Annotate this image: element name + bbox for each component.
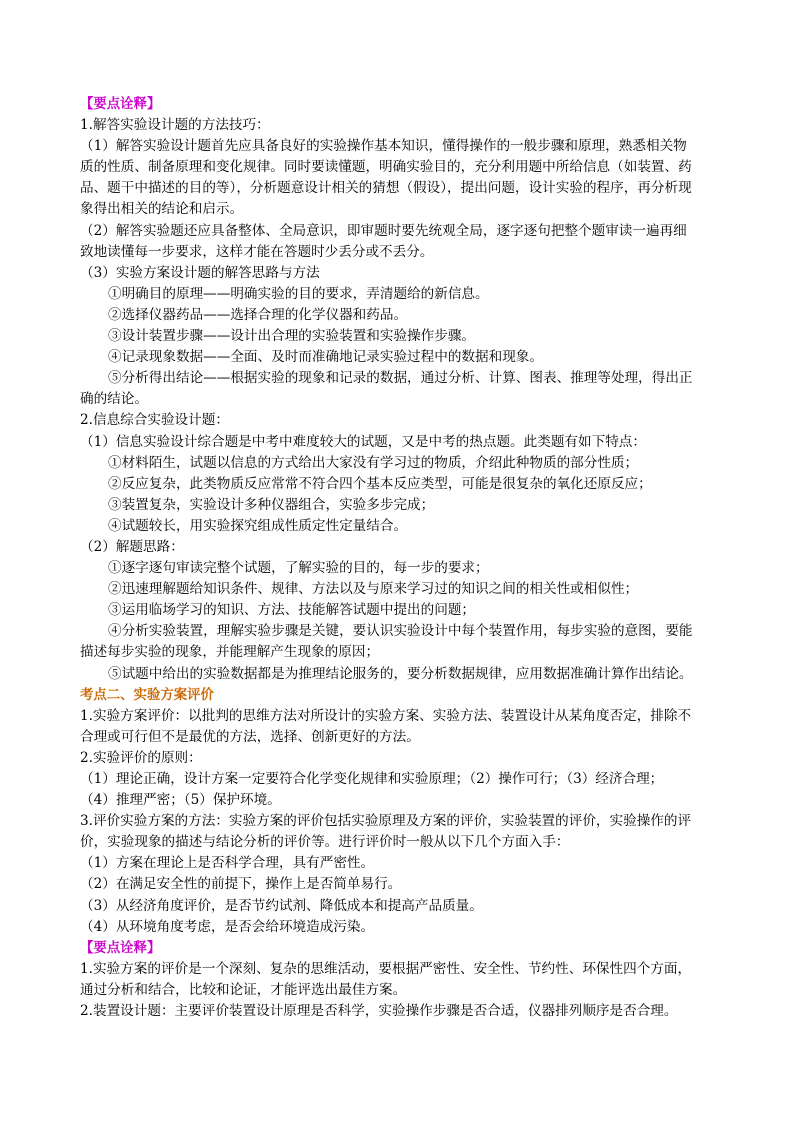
list-item: ②迅速理解题给知识条件、规律、方法以及与原来学习过的知识之间的相关性或相似性； — [108, 581, 639, 598]
list-item: ①材料陌生，试题以信息的方式给出大家没有学习过的物质，介绍此种物质的部分性质； — [108, 454, 639, 471]
list-item: ②选择仪器药品——选择合理的化学仪器和药品。 — [108, 306, 408, 323]
section-heading: 考点二、实验方案评价 — [80, 687, 214, 703]
list-item: ⑤分析得出结论——根据实验的现象和记录的数据，通过分析、计算、图表、推理等处理，得出正 — [108, 370, 693, 387]
paragraph-line: 通过分析和结合，比较和论证，才能评选出最佳方案。 — [80, 981, 407, 998]
list-item: ④记录现象数据——全面、及时而准确地记录实验过程中的数据和现象。 — [108, 349, 543, 366]
list-item: ③设计装置步骤——设计出合理的实验装置和实验操作步骤。 — [108, 328, 476, 345]
paragraph-line: （1）解答实验设计题首先应具备良好的实验操作基本知识，懂得操作的一般步骤和原理，熟悉相关物 — [80, 138, 687, 155]
paragraph-line: 致地读懂每一步要求，这样才能在答题时少丢分或不丢分。 — [80, 243, 434, 260]
paragraph-line: 2.装置设计题：主要评价装置设计原理是否科学，实验操作步骤是否合适，仪器排列顺序是否合理。 — [80, 1003, 678, 1020]
list-item: ③装置复杂，实验设计多种仪器组合，实验多步完成； — [108, 496, 435, 513]
list-item: ①逐字逐句审读完整个试题，了解实验的目的，每一步的要求； — [108, 560, 489, 577]
item-2-title: 2.信息综合实验设计题： — [80, 412, 229, 429]
item-1-title: 1.解答实验设计题的方法技巧： — [80, 117, 270, 134]
paragraph-line: 合理或可行但不是最优的方法，选择、创新更好的方法。 — [80, 728, 420, 745]
list-item: （1）方案在理论上是否科学合理，具有严密性。 — [80, 855, 375, 872]
list-item-continuation: 确的结论。 — [80, 391, 148, 408]
list-item: （4）从环境角度考虑，是否会给环境造成污染。 — [80, 918, 375, 935]
list-item-continuation: 描述每步实验的现象，并能理解产生现象的原因； — [80, 644, 380, 661]
paragraph-line: （1）理论正确，设计方案一定要符合化学变化规律和实验原理；（2）操作可行；（3）经济合理； — [80, 771, 664, 787]
list-item: ①明确目的原理——明确实验的目的要求，弄清题给的新信息。 — [108, 285, 489, 302]
paragraph-line: 象得出相关的结论和启示。 — [80, 201, 244, 218]
paragraph-line: 质的性质、制备原理和变化规律。同时要读懂题，明确实验目的，充分利用题中所给信息（如装置、药 — [80, 159, 692, 176]
list-item: ④试题较长，用实验探究组成性质定性定量结合。 — [108, 517, 408, 534]
list-item: ③运用临场学习的知识、方法、技能解答试题中提出的问题； — [108, 602, 476, 619]
subsection-title: （2）解题思路： — [80, 538, 184, 555]
subsection-title: （1）信息实验设计综合题是中考中难度较大的试题，又是中考的热点题。此类题有如下特点： — [80, 433, 646, 450]
list-item: （2）在满足安全性的前提下，操作上是否简单易行。 — [80, 876, 402, 893]
paragraph-line: 价，实验现象的描述与结论分析的评价等。进行评价时一般从以下几个方面入手： — [80, 834, 570, 851]
document-page — [80, 94, 716, 1022]
key-points-tag: 【要点诠释】 — [80, 97, 161, 112]
key-points-tag: 【要点诠释】 — [80, 940, 161, 956]
subsection-title: （3）实验方案设计题的解答思路与方法 — [80, 264, 320, 281]
item-2-title: 2.实验评价的原则： — [80, 749, 202, 766]
list-item: ⑤试题中给出的实验数据都是为推理结论服务的，要分析数据规律，应用数据准确计算作出结论。 — [108, 665, 693, 682]
list-item: ④分析实验装置，理解实验步骤是关键，要认识实验设计中每个装置作用，每步实验的意图，要能 — [108, 623, 693, 640]
paragraph-line: 1.实验方案评价：以批判的思维方法对所设计的实验方案、实验方法、装置设计从某角度否定，排除不 — [80, 707, 692, 724]
paragraph-line: （4）推理严密；（5）保护环境。 — [80, 792, 281, 809]
paragraph-line: 品、题干中描述的目的等），分析题意设计相关的猜想（假设），提出问题，设计实验的程序，再分析现 — [80, 180, 692, 197]
list-item: ②反应复杂，此类物质反应常常不符合四个基本反应类型，可能是很复杂的氧化还原反应； — [108, 475, 652, 492]
paragraph-line: 1.实验方案的评价是一个深刻、复杂的思维活动，要根据严密性、安全性、节约性、环保性四个方面， — [80, 960, 692, 977]
paragraph-line: （2）解答实验题还应具备整体、全局意识，即审题时要先统观全局，逐字逐句把整个题审读一遍再细 — [80, 222, 687, 239]
paragraph-line: 3.评价实验方案的方法：实验方案的评价包括实验原理及方案的评价，实验装置的评价，实验操作的评 — [80, 813, 692, 830]
list-item: （3）从经济角度评价，是否节约试剂、降低成本和提高产品质量。 — [80, 897, 483, 914]
